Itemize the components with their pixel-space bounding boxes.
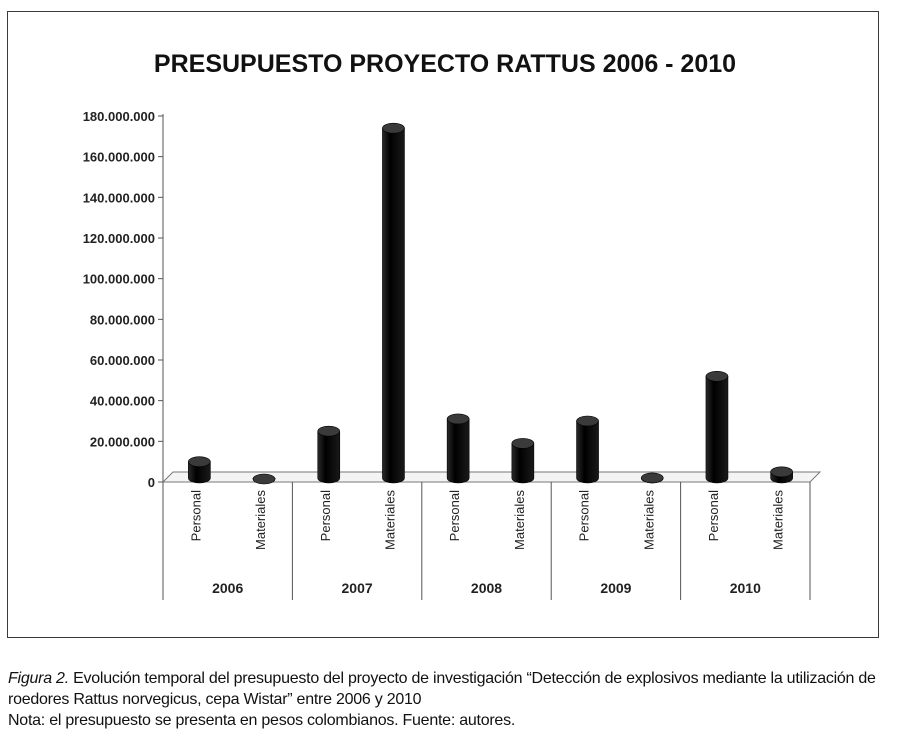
y-tick-label: 40.000.000 <box>89 393 155 409</box>
subcategory-label: Personal <box>705 490 721 542</box>
caption-body: Evolución temporal del presupuesto del proyecto de investigación “Detección de explosivos mediante la utilización de roedores Rattus norvegicus, cepa Wistar” entre 2006 y 2010 <box>8 670 876 708</box>
subcategory-label: Materiales <box>770 490 786 550</box>
y-tick-label: 60.000.000 <box>89 353 155 368</box>
subcategory-label: Personal <box>317 490 333 542</box>
subcategory-label: Personal <box>188 490 204 542</box>
bar <box>253 474 275 484</box>
y-tick-label: 160.000.000 <box>82 149 155 165</box>
bar <box>382 123 404 483</box>
chart-title: PRESUPUESTO PROYECTO RATTUS 2006 - 2010 <box>153 50 737 78</box>
y-tick-label: 120.000.000 <box>82 231 155 246</box>
y-tick-label: 140.000.000 <box>82 190 155 206</box>
group-label: 2006 <box>212 580 244 596</box>
subcategory-label: Personal <box>576 490 592 542</box>
y-tick-label: 100.000.000 <box>82 271 155 287</box>
bar <box>512 438 534 483</box>
subcategory-label: Materiales <box>511 490 527 550</box>
bars <box>188 123 792 484</box>
bar <box>318 426 340 483</box>
figure-label: Figura 2. <box>8 670 69 687</box>
y-axis-ticks <box>83 109 163 490</box>
bar-chart <box>8 12 878 637</box>
figure-caption <box>8 668 893 731</box>
group-label: 2007 <box>341 580 373 596</box>
y-tick-label: 80.000.000 <box>89 312 155 328</box>
subcategory-label: Materiales <box>382 490 398 550</box>
caption-text <box>8 668 893 710</box>
group-label: 2009 <box>600 580 632 596</box>
bar <box>577 416 599 483</box>
bar <box>641 473 663 483</box>
bar <box>771 467 793 483</box>
bar <box>447 414 469 483</box>
y-tick-label: 20.000.000 <box>89 434 155 450</box>
subcategory-label: Personal <box>447 490 463 542</box>
subcategory-label: Materiales <box>253 490 269 550</box>
chart-frame <box>7 11 879 638</box>
y-tick-label: 0 <box>147 475 155 490</box>
group-label: 2010 <box>729 580 761 596</box>
x-axis-labels <box>163 482 810 600</box>
subcategory-label: Materiales <box>641 490 657 550</box>
y-tick-label: 180.000.000 <box>82 109 155 124</box>
group-label: 2008 <box>470 580 503 596</box>
bar <box>188 457 210 483</box>
bar <box>706 371 728 483</box>
caption-note: Nota: el presupuesto se presenta en pesos colombianos. Fuente: autores. <box>8 712 516 729</box>
